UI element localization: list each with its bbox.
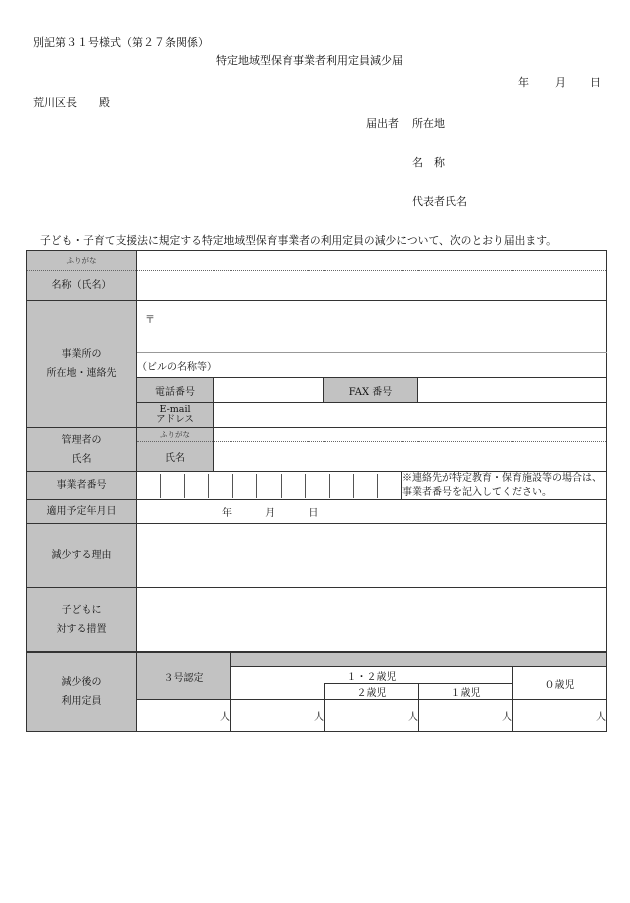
age0-label: ０歳児: [513, 667, 607, 700]
apply-year-label: 年: [222, 508, 232, 519]
form-table: [26, 250, 607, 652]
capacity-label: 減少後の 利用定員: [27, 653, 137, 732]
statement: 子ども・子育て支援法に規定する特定地域型保育事業者の利用定員の減少について、次のとおり届出ます。: [40, 234, 557, 247]
capacity-table: [26, 652, 607, 732]
manager-furigana-field[interactable]: [214, 428, 607, 442]
fax-field[interactable]: [418, 378, 607, 403]
business-no-digit-boxes: [137, 474, 401, 498]
manager-label: 管理者の 氏名: [27, 428, 137, 472]
cert3-count-field[interactable]: 人: [137, 700, 231, 732]
notifier-name-label: 名 称: [412, 156, 445, 169]
age12-spacer: [231, 684, 325, 700]
name-field[interactable]: [137, 271, 607, 301]
notifier-label: 届出者: [366, 117, 399, 130]
age1-count-field[interactable]: 人: [419, 700, 513, 732]
age12-count-field[interactable]: 人: [231, 700, 325, 732]
notifier-address-label: 所在地: [412, 117, 445, 130]
reason-field[interactable]: [137, 524, 607, 588]
capacity-header-band: [231, 653, 607, 667]
age2-label: ２歳児: [325, 684, 419, 700]
postal-address-field[interactable]: [137, 301, 607, 353]
age0-count-field[interactable]: 人: [513, 700, 607, 732]
phone-label: 電話番号: [137, 378, 214, 403]
apply-date-field[interactable]: [137, 500, 607, 524]
reason-label: 減少する理由: [27, 524, 137, 588]
manager-name-label: 氏名: [137, 442, 214, 472]
postal-mark: 〒: [145, 315, 155, 326]
date-year-label: 年: [518, 76, 529, 89]
manager-name-field[interactable]: [214, 442, 607, 472]
furigana-field[interactable]: [137, 251, 607, 271]
office-label: 事業所の 所在地・連絡先: [27, 301, 137, 428]
business-no-field[interactable]: [137, 472, 402, 500]
name-label: 名称（氏名）: [27, 271, 137, 301]
measures-label: 子どもに 対する措置: [27, 588, 137, 652]
manager-furigana-label: ふりがな: [137, 428, 214, 442]
apply-month-label: 月: [265, 508, 276, 519]
email-field[interactable]: [214, 403, 607, 428]
building-field[interactable]: （ビルの名称等）: [137, 353, 607, 378]
date-day-label: 日: [590, 76, 601, 89]
form-code: 別記第３１号様式（第２７条関係）: [33, 36, 209, 49]
cert3-label: ３号認定: [137, 653, 231, 700]
notifier-rep-label: 代表者氏名: [412, 195, 467, 208]
phone-field[interactable]: [214, 378, 324, 403]
form-title: 特定地域型保育事業者利用定員減少届: [216, 54, 403, 67]
business-no-note: ※連絡先が特定教育・保育施設等の場合は、事業者番号を記入してください。: [402, 472, 607, 500]
age12-label: １・２歳児: [231, 667, 513, 684]
date-month-label: 月: [555, 76, 566, 89]
business-no-label: 事業者番号: [27, 472, 137, 500]
fax-label: FAX 番号: [324, 378, 418, 403]
age1-label: １歳児: [419, 684, 513, 700]
addressee: 荒川区長 殿: [33, 96, 110, 109]
email-label: E-mail アドレス: [137, 403, 214, 428]
furigana-label: ふりがな: [27, 251, 137, 271]
age2-count-field[interactable]: 人: [325, 700, 419, 732]
measures-field[interactable]: [137, 588, 607, 652]
apply-day-label: 日: [308, 508, 319, 519]
apply-date-label: 適用予定年月日: [27, 500, 137, 524]
